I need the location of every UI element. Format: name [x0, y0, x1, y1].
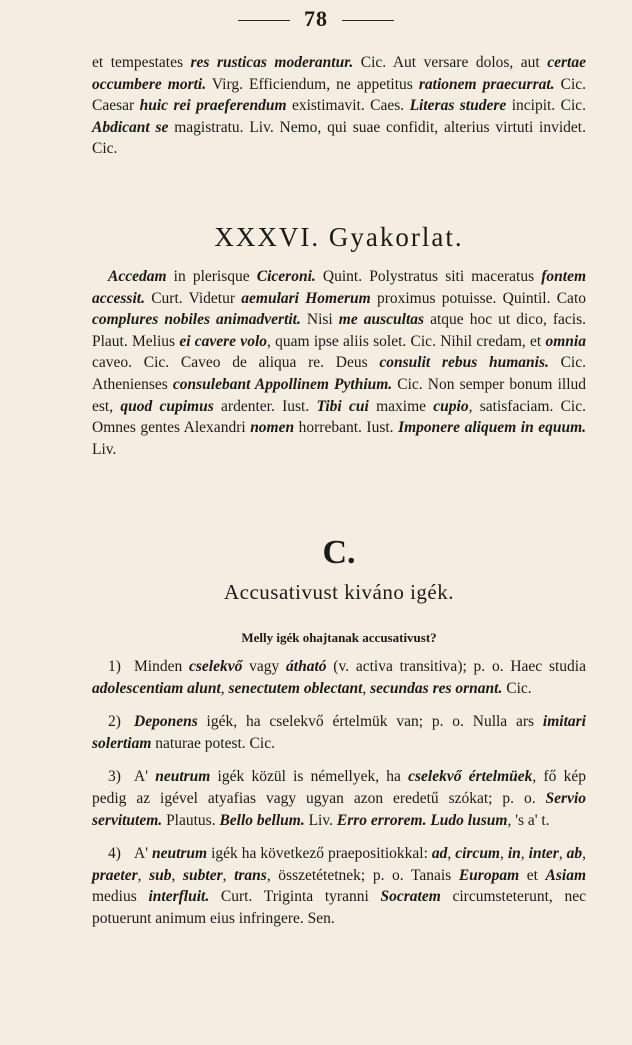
emphasized-text: cselekvő értelmüek: [408, 768, 533, 786]
text-run: Nisi: [300, 311, 339, 329]
text-run: Cic. Athenienses: [92, 354, 586, 393]
text-run: Quint. Polystratus siti maceratus: [315, 268, 542, 285]
page-header: [0, 6, 632, 32]
emphasized-text: ad: [431, 845, 448, 863]
emphasized-text: ab: [566, 845, 583, 863]
text-run: incipit. Cic.: [506, 97, 587, 115]
text-run: , fő kép pedig az igével atyafias vagy ugyan azon eredetű szókat; p. o.: [92, 768, 586, 807]
text-run: Plautus.: [162, 811, 220, 829]
emphasized-text: secundas res ornant.: [370, 679, 503, 697]
text-run: proximus potuisse. Quintil. Cato: [370, 289, 586, 307]
text-run: naturae potest. Cic.: [151, 734, 275, 752]
emphasized-text: inter: [528, 845, 559, 863]
text-run: ,: [447, 845, 456, 863]
emphasized-text: átható: [286, 658, 327, 675]
rule-item: [92, 766, 586, 831]
text-run: , 's a' t.: [507, 811, 550, 829]
emphasized-text: Tibi cui: [316, 397, 369, 415]
question-heading: Melly igék ohajtanak accusativust?: [241, 630, 437, 645]
header-rule-right: [342, 20, 394, 21]
rule-item: [92, 843, 586, 929]
emphasized-text: nomen: [250, 419, 295, 437]
emphasized-text: Bello bellum.: [219, 811, 305, 829]
text-run: Cic. Caesar: [92, 75, 587, 115]
text-run: ,: [171, 866, 183, 884]
emphasized-text: Europam: [458, 866, 520, 884]
emphasized-text: circum: [455, 845, 500, 863]
emphasized-text: quod cupimus: [120, 397, 214, 415]
text-run: ,: [362, 679, 371, 697]
text-run: igék, ha cselekvő értelmük van; p. o. Nulla ars: [197, 713, 543, 731]
emphasized-text: aemulari Homerum: [241, 289, 371, 307]
intro-paragraph: [92, 52, 586, 160]
text-run: ,: [558, 845, 567, 863]
emphasized-text: Asiam: [545, 866, 586, 884]
text-run: et: [519, 866, 546, 884]
text-run: ,: [222, 866, 235, 884]
emphasized-text: sub: [149, 866, 172, 884]
text-run: Minden: [134, 658, 189, 675]
exercise-paragraph: [92, 266, 586, 460]
emphasized-text: adolescentiam alunt: [92, 679, 221, 697]
text-run: circumsteterunt, nec potuerunt animum eius infringere. Sen.: [92, 888, 586, 927]
emphasized-text: complures nobiles animadvertit.: [92, 311, 301, 329]
emphasized-text: Ciceroni.: [256, 268, 316, 285]
section-heading: [92, 222, 586, 253]
text-run: medius: [92, 888, 149, 906]
chapter-letter: C.: [322, 534, 356, 571]
emphasized-text: Abdicant se: [92, 118, 169, 136]
emphasized-text: huic rei praeferendum: [139, 97, 287, 115]
text-run: ,: [220, 679, 229, 697]
rule-item: [92, 656, 586, 699]
text-run: , satisfaciam. Cic. Omnes gentes Alexandri: [92, 397, 586, 437]
text-run: et tempestates: [92, 54, 191, 71]
text-run: ,: [582, 845, 587, 863]
text-run: atque hoc ut dico, facis. Plaut. Melius: [92, 311, 586, 350]
rule-item: [92, 711, 586, 754]
emphasized-text: neutrum: [155, 768, 211, 786]
text-run: maxime: [368, 397, 434, 415]
emphasized-text: res rusticas moderantur.: [190, 54, 354, 71]
text-run: (v. activa transitiva); p. o. Haec studia: [326, 658, 586, 675]
emphasized-text: interfluit.: [148, 888, 210, 906]
item-number: 3): [108, 768, 121, 786]
text-run: magistratu. Liv. Nemo, qui suae confidit, alterius virtuti invidet. Cic.: [92, 118, 586, 158]
text-run: , összetétetnek; p. o. Tanais: [266, 866, 459, 884]
text-run: Liv.: [92, 440, 117, 458]
text-run: Cic. Aut versare dolos, aut: [353, 54, 548, 71]
emphasized-text: trans: [234, 866, 267, 884]
text-run: igék ha következő praepositiokkal:: [207, 845, 432, 863]
text-run: Virg. Efficiendum, ne appetitus: [206, 75, 419, 93]
emphasized-text: cselekvő: [189, 658, 243, 675]
emphasized-text: praeter: [92, 866, 138, 884]
emphasized-text: Deponens: [134, 713, 198, 731]
emphasized-text: senectutem oblectant: [228, 679, 363, 697]
text-run: vagy: [242, 658, 287, 675]
text-run: in plerisque: [166, 268, 257, 285]
text-run: ,: [500, 845, 508, 863]
emphasized-text: Accedam: [108, 268, 167, 285]
text-run: ,: [137, 866, 150, 884]
text-run: A': [134, 845, 152, 863]
text-run: Curt. Videtur: [144, 289, 242, 307]
text-run: Curt. Triginta tyranni: [209, 888, 381, 906]
text-run: igék közül is némellyek, ha: [210, 768, 409, 786]
text-run: existimavit. Caes.: [286, 97, 410, 115]
emphasized-text: consulit rebus humanis.: [379, 354, 549, 372]
emphasized-text: Servio servitutem.: [92, 789, 586, 829]
emphasized-text: certae occumbere morti.: [92, 54, 586, 93]
emphasized-text: Imponere aliquem in equum.: [398, 419, 587, 437]
section-numeral: XXXVI.: [214, 222, 321, 252]
text-run: caveo. Cic. Caveo de aliqua re. Deus: [92, 354, 380, 372]
page-number: 78: [304, 6, 328, 31]
emphasized-text: in: [507, 845, 521, 863]
rule-list: [92, 656, 586, 942]
item-number: 4): [108, 845, 121, 863]
text-run: ardenter. Iust.: [213, 397, 317, 415]
emphasized-text: rationem praecurrat.: [418, 75, 555, 93]
emphasized-text: cupio: [433, 397, 469, 415]
section-title: Gyakorlat.: [328, 222, 464, 252]
text-run: Cic. Non semper bonum illud est,: [92, 375, 586, 415]
emphasized-text: Ludo lusum: [430, 811, 508, 829]
text-run: ,: [520, 845, 529, 863]
text-run: Cic.: [502, 679, 532, 697]
chapter-title: Accusativust kiváno igék.: [223, 580, 455, 604]
emphasized-text: consulebant Appollinem Pythium.: [172, 375, 393, 393]
emphasized-text: ei cavere volo: [179, 332, 267, 350]
emphasized-text: omnia: [545, 332, 586, 350]
text-run: A': [134, 768, 156, 786]
emphasized-text: me auscultas: [338, 311, 425, 329]
header-rule-left: [238, 20, 290, 21]
text-run: horrebant. Iust.: [294, 419, 399, 437]
text-run: , quam ipse aliis solet. Cic. Nihil credam, et: [267, 332, 546, 350]
item-number: 2): [108, 713, 121, 731]
item-number: 1): [108, 658, 121, 675]
emphasized-text: Erro errorem.: [336, 811, 427, 829]
emphasized-text: imitari solertiam: [92, 713, 586, 752]
emphasized-text: Socratem: [380, 888, 441, 906]
emphasized-text: neutrum: [151, 845, 208, 863]
emphasized-text: fontem accessit.: [92, 268, 587, 307]
emphasized-text: Literas studere: [409, 97, 507, 115]
emphasized-text: subter: [182, 866, 223, 884]
text-run: Liv.: [304, 811, 337, 829]
